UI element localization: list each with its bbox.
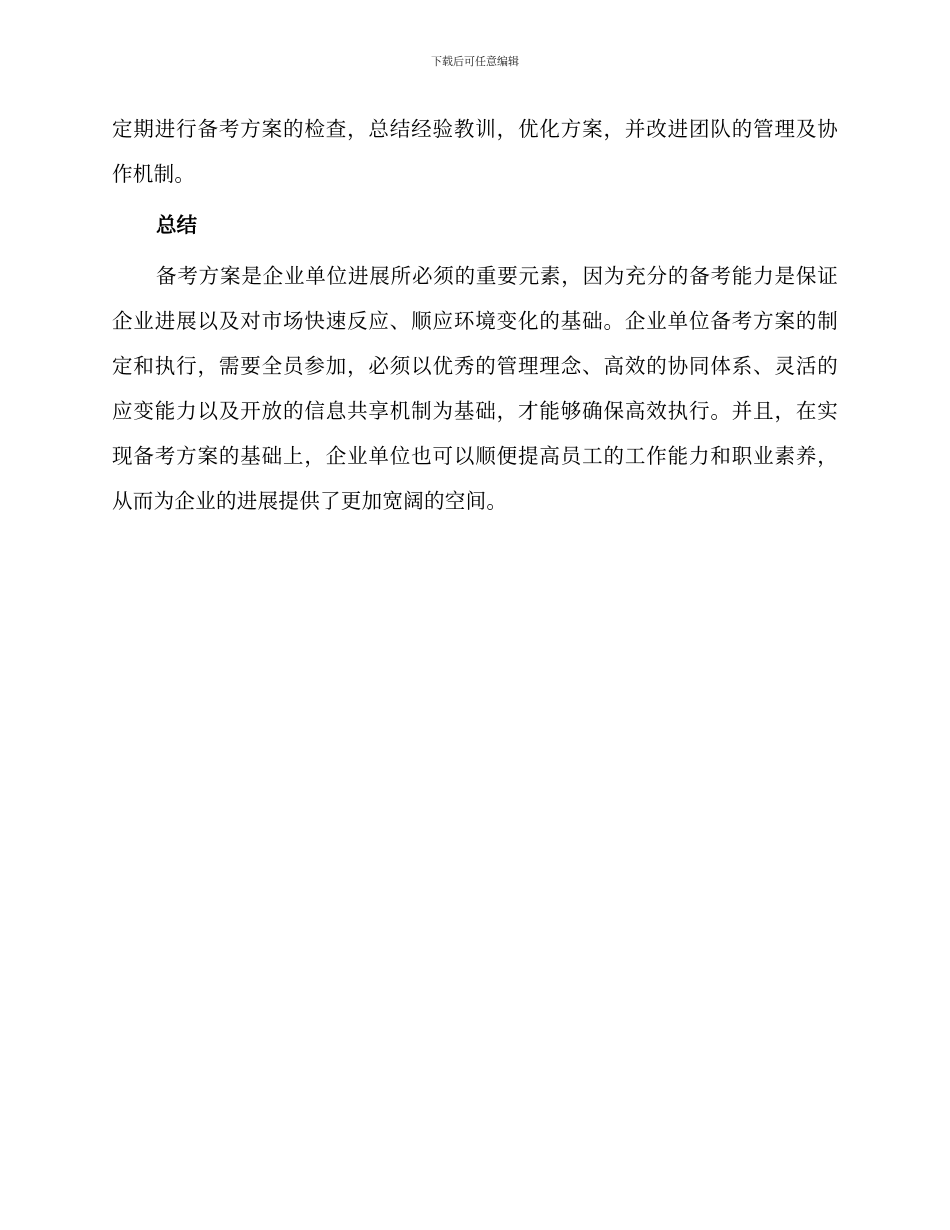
summary-heading: 总结 bbox=[156, 213, 197, 237]
page-header-note: 下载后可任意编辑 bbox=[431, 55, 519, 68]
document-body bbox=[112, 107, 838, 524]
continuation-paragraph: 定期进行备考方案的检查，总结经验教训，优化方案，并改进团队的管理及协作机制。 bbox=[112, 117, 838, 186]
summary-paragraph: 备考方案是企业单位进展所必须的重要元素，因为充分的备考能力是保证企业进展以及对市场快速反应、顺应环境变化的基础。企业单位备考方案的制定和执行，需要全员参加，必须以优秀的管理理念、高效的协同体系、灵活的应变能力以及开放的信息共享机制为基础，才能够确保高效执行。并且，在实现备考方案的基础上，企业单位也可以顺便提高员工的工作能力和职业素养，从而为企业的进展提供了更加宽阔的空间。 bbox=[112, 264, 838, 513]
